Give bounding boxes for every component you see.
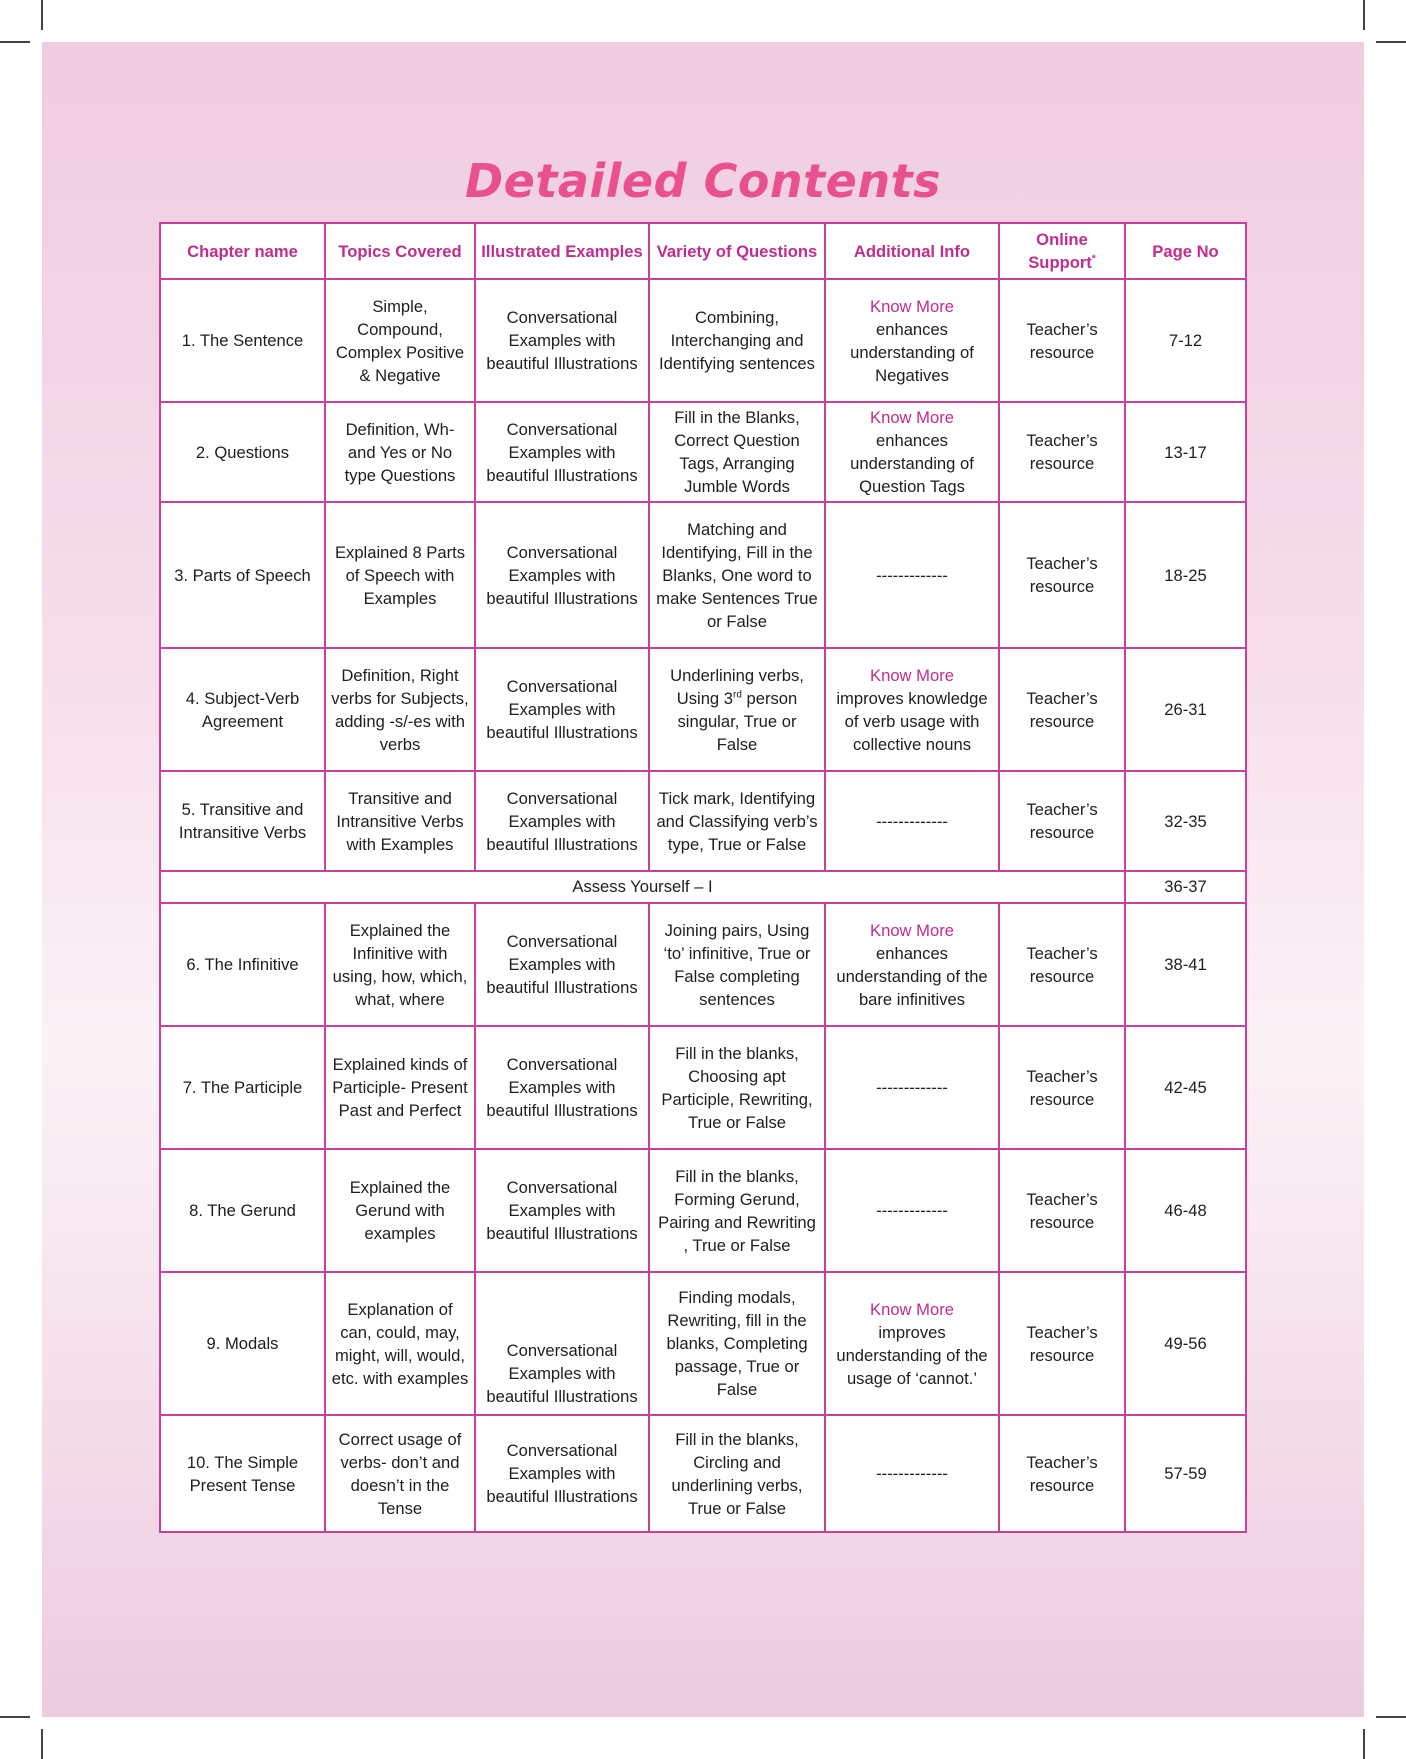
table-row — [160, 279, 1246, 402]
chapter-name: 5. Transitive and Intransitive Verbs — [160, 771, 325, 871]
page-title: Detailed Contents — [464, 154, 941, 208]
info-text: enhances understanding of Question Tags — [850, 431, 974, 496]
chapter-name: 4. Subject-Verb Agreement — [160, 648, 325, 771]
contents-table — [159, 222, 1247, 1533]
crop-mark — [0, 1716, 30, 1718]
additional-info-cell — [825, 402, 999, 502]
header-page: Page No — [1125, 223, 1246, 279]
crop-mark — [1363, 0, 1365, 30]
header-topics: Topics Covered — [325, 223, 475, 279]
know-more-label: Know More — [870, 665, 954, 685]
crop-mark — [41, 1729, 43, 1759]
header-row — [160, 223, 1246, 279]
crop-mark — [0, 41, 30, 43]
topics-cell: Definition, Wh- and Yes or No type Questions — [325, 402, 475, 502]
header-variety: Variety of Questions — [649, 223, 825, 279]
variety-cell: Fill in the blanks, Choosing apt Participle, Rewriting, True or False — [649, 1026, 825, 1149]
variety-cell: Matching and Identifying, Fill in the Blanks, One word to make Sentences True or False — [649, 502, 825, 648]
info-text: enhances understanding of the bare infinitives — [836, 943, 988, 1009]
variety-text-end: person singular, True or False — [677, 688, 798, 754]
assess-row — [160, 871, 1246, 903]
illustrated-cell: Conversational Examples with beautiful Illustrations — [475, 771, 649, 871]
variety-cell: Finding modals, Rewriting, fill in the blanks, Completing passage, True or False — [649, 1272, 825, 1415]
info-text: improves understanding of the usage of ‘cannot.’ — [836, 1322, 988, 1388]
page-range: 42-45 — [1125, 1026, 1246, 1149]
empty-dash: ------------- — [876, 1464, 948, 1483]
topics-cell: Transitive and Intransitive Verbs with Examples — [325, 771, 475, 871]
table-row — [160, 1026, 1246, 1149]
additional-info-cell — [825, 1149, 999, 1272]
chapter-name: 2. Questions — [160, 402, 325, 502]
topics-cell: Explained kinds of Participle- Present Past and Perfect — [325, 1026, 475, 1149]
variety-cell: Combining, Interchanging and Identifying sentences — [649, 279, 825, 402]
header-chapter: Chapter name — [160, 223, 325, 279]
chapter-name: 6. The Infinitive — [160, 903, 325, 1026]
topics-cell: Explained the Gerund with examples — [325, 1149, 475, 1272]
illustrated-cell: Conversational Examples with beautiful Illustrations — [475, 648, 649, 771]
online-support-cell: Teacher’s resource — [999, 1149, 1125, 1272]
table-row — [160, 903, 1246, 1026]
online-support-cell: Teacher’s resource — [999, 1272, 1125, 1415]
page-range: 26-31 — [1125, 648, 1246, 771]
empty-dash: ------------- — [876, 1078, 948, 1097]
page-range: 49-56 — [1125, 1272, 1246, 1415]
header-online — [999, 223, 1125, 279]
chapter-name: 9. Modals — [160, 1272, 325, 1415]
table-row — [160, 648, 1246, 771]
crop-mark — [1376, 1716, 1406, 1718]
page-range: 57-59 — [1125, 1415, 1246, 1532]
know-more-label: Know More — [870, 920, 954, 940]
page-range: 38-41 — [1125, 903, 1246, 1026]
illustrated-cell: Conversational Examples with beautiful Illustrations — [475, 903, 649, 1026]
online-support-cell: Teacher’s resource — [999, 502, 1125, 648]
info-text: improves knowledge of verb usage with collective nouns — [836, 688, 988, 754]
chapter-name: 1. The Sentence — [160, 279, 325, 402]
header-additional: Additional Info — [825, 223, 999, 279]
page-range: 46-48 — [1125, 1149, 1246, 1272]
crop-mark — [1376, 41, 1406, 43]
topics-cell: Simple, Compound, Complex Positive & Negative — [325, 279, 475, 402]
page-range: 36-37 — [1125, 871, 1246, 903]
additional-info-cell — [825, 279, 999, 402]
topics-cell: Definition, Right verbs for Subjects, adding -s/-es with verbs — [325, 648, 475, 771]
additional-info-cell — [825, 1272, 999, 1415]
variety-cell — [649, 648, 825, 771]
illustrated-cell: Conversational Examples with beautiful Illustrations — [475, 1415, 649, 1532]
empty-dash: ------------- — [876, 811, 948, 831]
assess-label: Assess Yourself – I — [160, 871, 1125, 903]
topics-cell: Correct usage of verbs- don’t and doesn’t in the Tense — [325, 1415, 475, 1532]
variety-cell: Tick mark, Identifying and Classifying verb’s type, True or False — [649, 771, 825, 871]
illustrated-cell: Conversational Examples with beautiful Illustrations — [475, 402, 649, 502]
additional-info-cell — [825, 1026, 999, 1149]
know-more-label: Know More — [870, 408, 954, 427]
online-support-cell: Teacher’s resource — [999, 1026, 1125, 1149]
chapter-name: 7. The Participle — [160, 1026, 325, 1149]
page-range: 7-12 — [1125, 279, 1246, 402]
empty-dash: ------------- — [876, 1201, 948, 1220]
variety-cell: Fill in the blanks, Circling and underlining verbs, True or False — [649, 1415, 825, 1532]
page-range: 13-17 — [1125, 402, 1246, 502]
asterisk-mark: * — [1091, 253, 1096, 265]
info-text: enhances understanding of Negatives — [850, 319, 974, 385]
page-range: 32-35 — [1125, 771, 1246, 871]
variety-cell: Fill in the blanks, Forming Gerund, Pairing and Rewriting , True or False — [649, 1149, 825, 1272]
online-support-cell: Teacher’s resource — [999, 903, 1125, 1026]
illustrated-cell: Conversational Examples with beautiful Illustrations — [475, 1272, 649, 1415]
header-online-label: Online Support — [1028, 230, 1092, 272]
online-support-cell: Teacher’s resource — [999, 1415, 1125, 1532]
chapter-name: 3. Parts of Speech — [160, 502, 325, 648]
online-support-cell: Teacher’s resource — [999, 402, 1125, 502]
additional-info-cell — [825, 1415, 999, 1532]
crop-mark — [1363, 1729, 1365, 1759]
additional-info-cell — [825, 648, 999, 771]
table-row — [160, 1415, 1246, 1532]
additional-info-cell — [825, 903, 999, 1026]
illustrated-cell: Conversational Examples with beautiful Illustrations — [475, 1149, 649, 1272]
chapter-name: 10. The Simple Present Tense — [160, 1415, 325, 1532]
illustrated-cell: Conversational Examples with beautiful Illustrations — [475, 1026, 649, 1149]
online-support-cell: Teacher’s resource — [999, 771, 1125, 871]
additional-info-cell — [825, 771, 999, 871]
know-more-label: Know More — [870, 1299, 954, 1319]
topics-cell: Explained the Infinitive with using, how, which, what, where — [325, 903, 475, 1026]
table-row — [160, 1149, 1246, 1272]
table-row — [160, 402, 1246, 502]
page — [42, 42, 1364, 1717]
illustrated-cell: Conversational Examples with beautiful Illustrations — [475, 279, 649, 402]
topics-cell: Explained 8 Parts of Speech with Examples — [325, 502, 475, 648]
know-more-label: Know More — [870, 296, 954, 316]
variety-cell: Joining pairs, Using ‘to’ infinitive, True or False completing sentences — [649, 903, 825, 1026]
topics-cell: Explanation of can, could, may, might, will, would, etc. with examples — [325, 1272, 475, 1415]
variety-cell: Fill in the Blanks, Correct Question Tags, Arranging Jumble Words — [649, 402, 825, 502]
ordinal-suffix: rd — [733, 688, 742, 700]
empty-dash: ------------- — [876, 565, 948, 585]
additional-info-cell — [825, 502, 999, 648]
page-range: 18-25 — [1125, 502, 1246, 648]
table-row — [160, 771, 1246, 871]
table-row — [160, 502, 1246, 648]
variety-text-start: Underlining verbs, Using 3 — [670, 665, 804, 708]
table-row — [160, 1272, 1246, 1415]
chapter-name: 8. The Gerund — [160, 1149, 325, 1272]
crop-mark — [41, 0, 43, 30]
online-support-cell: Teacher’s resource — [999, 648, 1125, 771]
online-support-cell: Teacher’s resource — [999, 279, 1125, 402]
illustrated-cell: Conversational Examples with beautiful Illustrations — [475, 502, 649, 648]
header-illustrated: Illustrated Examples — [475, 223, 649, 279]
